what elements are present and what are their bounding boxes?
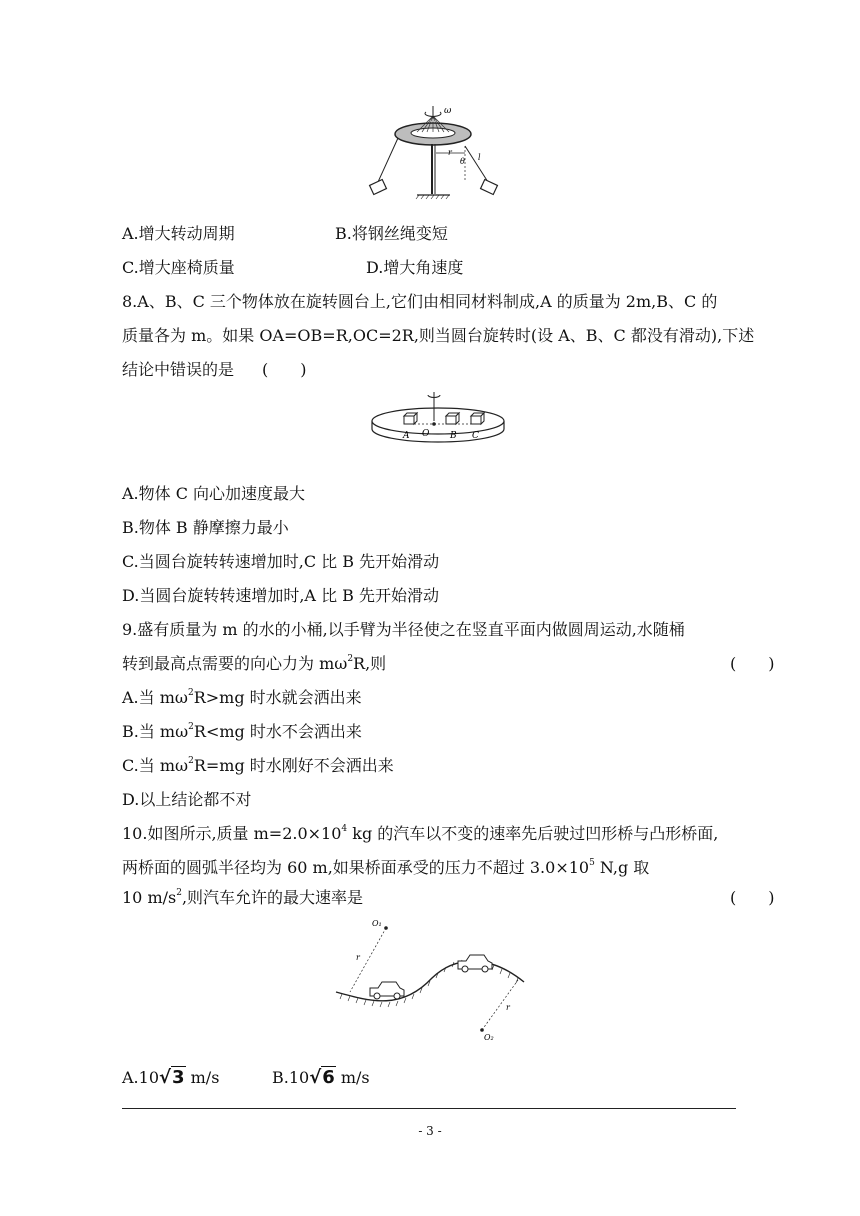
q9-option-c: C.当 $m\omega^2R=mg$ 时水刚好不会洒出来 bbox=[122, 756, 394, 775]
r-label: r bbox=[448, 148, 452, 157]
q7-option-a: A.增大转动周期 bbox=[122, 224, 235, 243]
bridge-figure bbox=[332, 916, 532, 1046]
q10-stem-line3: 10 $m/s^2$,则汽车允许的最大速率是 bbox=[122, 888, 364, 907]
o2-label: O₂ bbox=[484, 1033, 494, 1042]
q7-option-d: D.增大角速度 bbox=[366, 258, 464, 277]
q9-option-d: D.以上结论都不对 bbox=[122, 790, 252, 809]
q8-stem-line3: 结论中错误的是 ( ) bbox=[122, 360, 307, 379]
q7-option-c: C.增大座椅质量 bbox=[122, 258, 235, 277]
q9-stem-line1: 9.盛有质量为 m 的水的小桶,以手臂为半径使之在竖直平面内做圆周运动,水随桶 bbox=[122, 620, 685, 639]
sqrt-symbol: √6 bbox=[309, 1067, 335, 1088]
q9-stem-line2: 转到最高点需要的向心力为 $m\omega^2R$,则 bbox=[122, 654, 387, 673]
q8-stem-line2: 质量各为 m。如果 OA=OB=R,OC=2R,则当圆台旋转时(设 A、B、C 都没有滑动),下述 bbox=[122, 326, 755, 345]
label-b: B bbox=[450, 431, 457, 441]
q7-option-b: B.将钢丝绳变短 bbox=[335, 224, 448, 243]
turntable-figure bbox=[368, 388, 508, 452]
q10-option-b: B.10√6 m/s bbox=[272, 1067, 370, 1088]
q8-option-a: A.物体 C 向心加速度最大 bbox=[122, 484, 306, 503]
q10-stem-line1: 10.如图所示,质量 $m=2.0\times 10^4$ kg 的汽车以不变的速率先后驶过凹形桥与凸形桥面, bbox=[122, 824, 719, 843]
label-c: C bbox=[472, 431, 479, 441]
l-label: l bbox=[478, 153, 481, 162]
theta-label: θ bbox=[460, 157, 465, 166]
q9-option-a: A.当 $m\omega^2R>mg$ 时水就会洒出来 bbox=[122, 688, 362, 707]
swing-figure bbox=[362, 102, 512, 202]
o1-label: O₁ bbox=[372, 919, 382, 928]
sqrt-symbol: √3 bbox=[159, 1067, 185, 1088]
page-number: - 3 - bbox=[418, 1124, 442, 1138]
r1-label: r bbox=[356, 953, 360, 962]
answer-paren: ( ) bbox=[730, 888, 775, 907]
car-icon-low bbox=[370, 982, 404, 999]
q9-option-b: B.当 $m\omega^2R<mg$ 时水不会洒出来 bbox=[122, 722, 362, 741]
q8-option-b: B.物体 B 静摩擦力最小 bbox=[122, 518, 289, 537]
label-a: A bbox=[403, 431, 410, 441]
q8-stem-line1: 8.A、B、C 三个物体放在旋转圆台上,它们由相同材料制成,A 的质量为 2m,B、C 的 bbox=[122, 292, 718, 311]
q8-option-c: C.当圆台旋转转速增加时,C 比 B 先开始滑动 bbox=[122, 552, 440, 571]
q10-stem-line2: 两桥面的圆弧半径均为 60 m,如果桥面承受的压力不超过 $3.0\times 10^5$ N,g 取 bbox=[122, 858, 650, 877]
answer-paren: ( ) bbox=[730, 654, 775, 673]
label-o: O bbox=[422, 429, 430, 439]
car-icon-high bbox=[458, 955, 492, 972]
footer-divider bbox=[122, 1108, 736, 1109]
omega-label: ω bbox=[444, 106, 452, 116]
r2-label: r bbox=[506, 1003, 510, 1012]
q10-option-a: A.10√3 m/s bbox=[122, 1067, 220, 1088]
answer-paren: ( ) bbox=[262, 360, 307, 379]
q8-option-d: D.当圆台旋转转速增加时,A 比 B 先开始滑动 bbox=[122, 586, 440, 605]
